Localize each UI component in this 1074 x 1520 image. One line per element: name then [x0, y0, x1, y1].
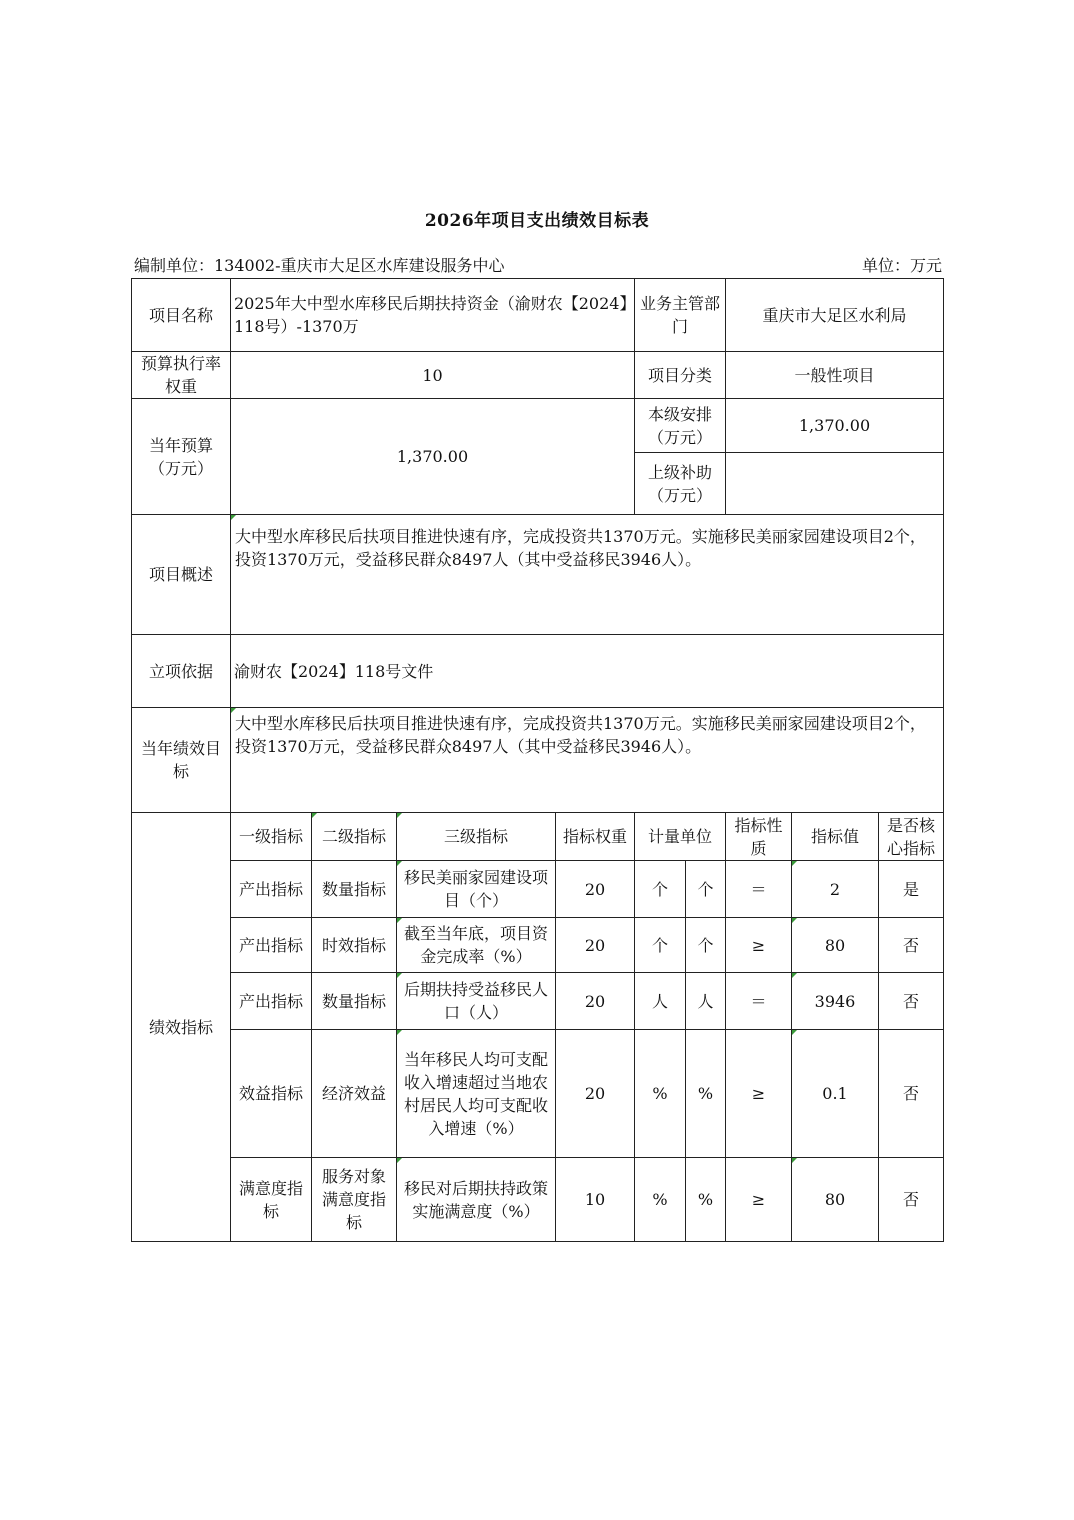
category-value: 一般性项目 [726, 352, 944, 399]
row-nature: ≥ [726, 918, 792, 973]
annual-budget-value: 1,370.00 [231, 399, 635, 515]
row-unit: % [635, 1158, 686, 1242]
row-unit-detail: 个 [686, 918, 726, 973]
basis-value: 渝财农【2024】118号文件 [231, 635, 944, 708]
currency-unit: 单位：万元 [861, 256, 942, 275]
row-unit-detail: % [686, 1030, 726, 1158]
row-value: 2 [792, 861, 879, 918]
row-level2: 服务对象满意度指标 [312, 1158, 397, 1242]
local-arrange-value: 1,370.00 [726, 399, 944, 453]
label-basis: 立项依据 [132, 635, 231, 708]
overview-value: 大中型水库移民后扶项目推进快速有序，完成投资共1370万元。实施移民美丽家园建设项目2个，投资1370万元，受益移民群众8497人（其中受益移民3946人）。 [231, 515, 944, 635]
table-row [132, 973, 944, 1030]
label-budget-weight: 预算执行率权重 [132, 352, 231, 399]
header-core: 是否核心指标 [879, 813, 944, 861]
row-weight: 20 [556, 918, 635, 973]
row-nature: ＝ [726, 861, 792, 918]
row-level3: 截至当年底，项目资金完成率（%） [397, 918, 556, 973]
annual-goal-value: 大中型水库移民后扶项目推进快速有序，完成投资共1370万元。实施移民美丽家园建设项目2个，投资1370万元，受益移民群众8497人（其中受益移民3946人）。 [231, 708, 944, 813]
dept-value: 重庆市大足区水利局 [726, 279, 944, 352]
row-level1: 满意度指标 [231, 1158, 312, 1242]
table-row [132, 861, 944, 918]
table-row [132, 1030, 944, 1158]
header-nature: 指标性质 [726, 813, 792, 861]
row-value: 80 [792, 1158, 879, 1242]
row-level3: 当年移民人均可支配收入增速超过当地农村居民人均可支配收入增速（%） [397, 1030, 556, 1158]
row-core: 否 [879, 1158, 944, 1242]
row-core: 是 [879, 861, 944, 918]
row-level1: 产出指标 [231, 973, 312, 1030]
row-weight: 10 [556, 1158, 635, 1242]
row-unit: 个 [635, 861, 686, 918]
header-value: 指标值 [792, 813, 879, 861]
row-value: 3946 [792, 973, 879, 1030]
compiler-unit: 编制单位：134002-重庆市大足区水库建设服务中心 [134, 256, 505, 275]
row-unit: % [635, 1030, 686, 1158]
row-level3: 后期扶持受益移民人口（人） [397, 973, 556, 1030]
header-weight: 指标权重 [556, 813, 635, 861]
row-unit: 个 [635, 918, 686, 973]
row-level1: 产出指标 [231, 918, 312, 973]
header-level2: 二级指标 [312, 813, 397, 861]
header-unit: 计量单位 [635, 813, 726, 861]
label-project-name: 项目名称 [132, 279, 231, 352]
row-value: 80 [792, 918, 879, 973]
row-level2: 时效指标 [312, 918, 397, 973]
budget-weight-value: 10 [231, 352, 635, 399]
row-level1: 效益指标 [231, 1030, 312, 1158]
label-category: 项目分类 [635, 352, 726, 399]
label-dept: 业务主管部门 [635, 279, 726, 352]
row-weight: 20 [556, 861, 635, 918]
row-level1: 产出指标 [231, 861, 312, 918]
table-row [132, 1158, 944, 1242]
row-unit: 人 [635, 973, 686, 1030]
label-local-arrange: 本级安排（万元） [635, 399, 726, 453]
row-level3: 移民美丽家园建设项目（个） [397, 861, 556, 918]
row-weight: 20 [556, 973, 635, 1030]
row-value: 0.1 [792, 1030, 879, 1158]
row-core: 否 [879, 1030, 944, 1158]
performance-target-table [131, 278, 944, 1242]
row-weight: 20 [556, 1030, 635, 1158]
row-unit-detail: % [686, 1158, 726, 1242]
row-unit-detail: 人 [686, 973, 726, 1030]
row-level2: 数量指标 [312, 861, 397, 918]
label-upper-subsidy: 上级补助（万元） [635, 453, 726, 515]
row-level2: 数量指标 [312, 973, 397, 1030]
label-annual-goal: 当年绩效目标 [132, 708, 231, 813]
row-nature: ≥ [726, 1030, 792, 1158]
row-nature: ＝ [726, 973, 792, 1030]
page-title: 2026年项目支出绩效目标表 [424, 211, 650, 231]
row-core: 否 [879, 973, 944, 1030]
header-level3: 三级指标 [397, 813, 556, 861]
header-level1: 一级指标 [231, 813, 312, 861]
table-row [132, 918, 944, 973]
row-core: 否 [879, 918, 944, 973]
row-nature: ≥ [726, 1158, 792, 1242]
row-unit-detail: 个 [686, 861, 726, 918]
row-level3: 移民对后期扶持政策实施满意度（%） [397, 1158, 556, 1242]
label-annual-budget: 当年预算（万元） [132, 399, 231, 515]
label-overview: 项目概述 [132, 515, 231, 635]
project-name-value: 2025年大中型水库移民后期扶持资金（渝财农【2024】118号）-1370万 [231, 279, 635, 352]
row-level2: 经济效益 [312, 1030, 397, 1158]
label-indicators: 绩效指标 [132, 813, 231, 1242]
upper-subsidy-value [726, 453, 944, 515]
